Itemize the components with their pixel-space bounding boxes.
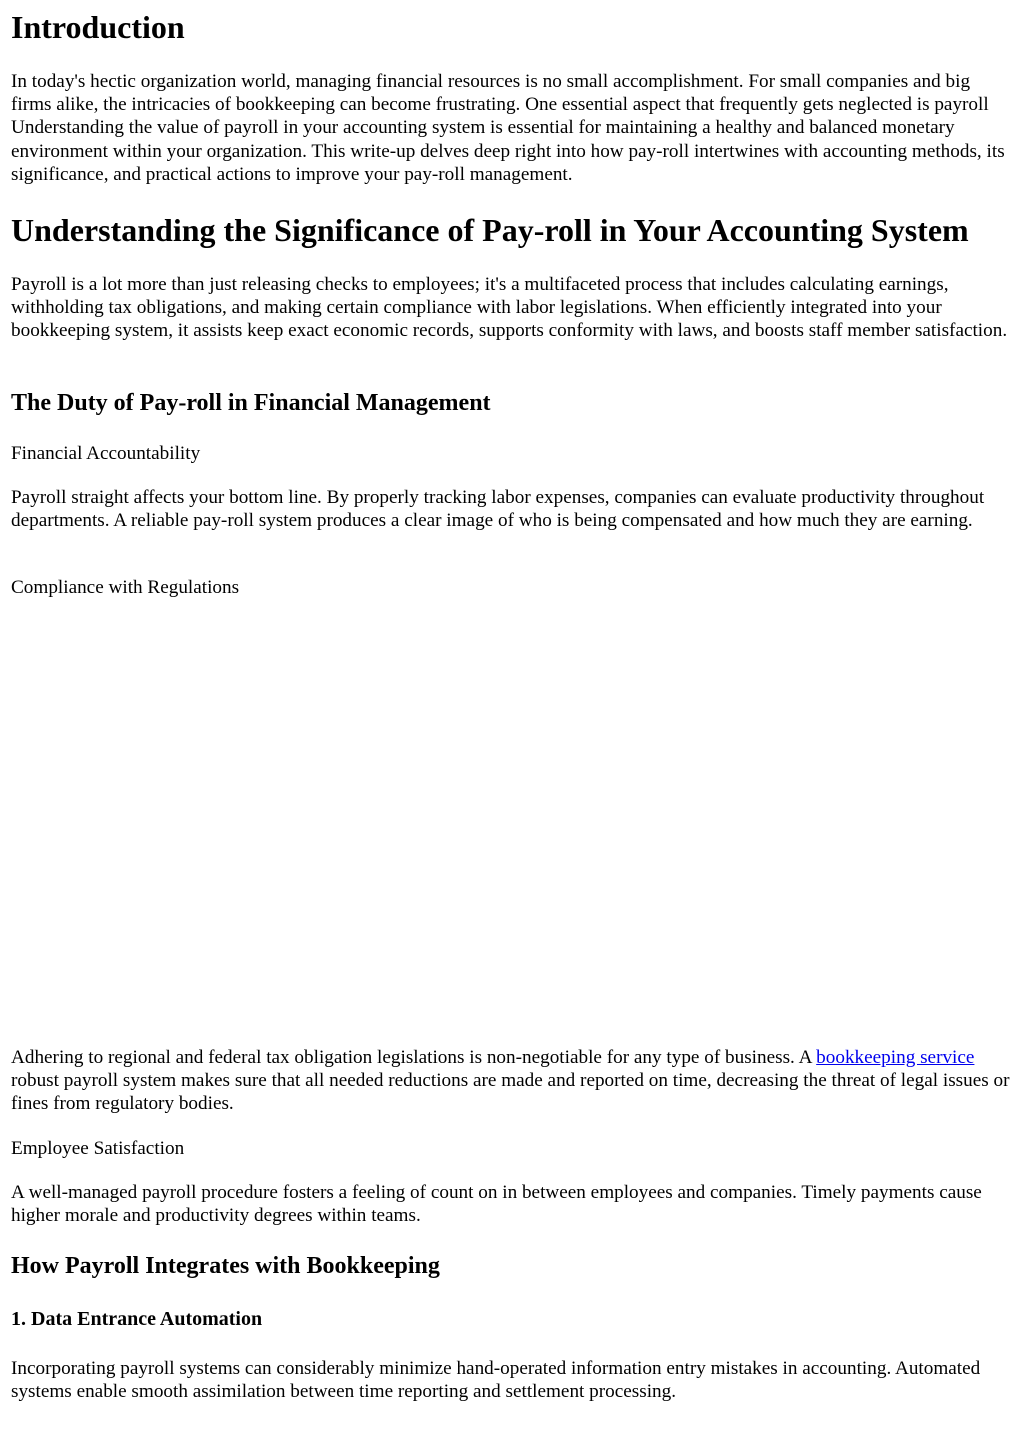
bookkeeping-service-link[interactable]: bookkeeping service xyxy=(816,1047,975,1068)
heading-payroll-integrates: How Payroll Integrates with Bookkeeping xyxy=(11,1253,440,1279)
paragraph-compliance xyxy=(11,1046,1015,1116)
label-financial-accountability: Financial Accountability xyxy=(11,443,201,464)
paragraph-financial-accountability: Payroll straight affects your bottom line. By properly tracking labor expenses, companies can evaluate productivity throughout departments. A reliable pay-roll system produces a clear image of who is being compensated and how much they are earning. xyxy=(11,487,985,532)
compliance-text-before: Adhering to regional and federal tax obligation legislations is non-negotiable for any type of business. A xyxy=(11,1047,817,1068)
paragraph-introduction: In today's hectic organization world, managing financial resources is no small accomplishment. For small companies and big firms alike, the intricacies of bookkeeping can become frustrating. One essential aspect that frequently gets neglected is payroll Understanding the value of payroll in your accounting system is essential for maintaining a healthy and balanced monetary environment within your organization. This write-up delves deep right into how pay-roll intertwines with accounting methods, its significance, and practical actions to improve your pay-roll management. xyxy=(11,71,1005,185)
paragraph-employee-satisfaction: A well-managed payroll procedure fosters a feeling of count on in between employees and companies. Timely payments cause higher morale and productivity degrees within teams. xyxy=(11,1182,982,1227)
heading-duty-of-payroll: The Duty of Pay-roll in Financial Management xyxy=(11,390,491,416)
label-compliance: Compliance with Regulations xyxy=(11,577,240,598)
paragraph-data-entrance: Incorporating payroll systems can considerably minimize hand-operated information entry mistakes in accounting. Automated systems enable smooth assimilation between time reporting and settlement processing. xyxy=(11,1358,981,1403)
heading-introduction: Introduction xyxy=(11,9,185,45)
paragraph-significance: Payroll is a lot more than just releasing checks to employees; it's a multifaceted process that includes calculating earnings, withholding tax obligations, and making certain compliance with labor legislations. When efficiently integrated into your bookkeeping system, it assists keep exact economic records, supports conformity with laws, and boosts staff member satisfaction. xyxy=(11,274,1008,342)
compliance-text-after: robust payroll system makes sure that all needed reductions are made and reported on time, decreasing the threat of legal issues or fines from regulatory bodies. xyxy=(11,1070,1010,1115)
heading-significance: Understanding the Significance of Pay-roll in Your Accounting System xyxy=(11,212,969,248)
heading-data-entrance: 1. Data Entrance Automation xyxy=(11,1308,263,1330)
label-employee-satisfaction: Employee Satisfaction xyxy=(11,1138,185,1159)
